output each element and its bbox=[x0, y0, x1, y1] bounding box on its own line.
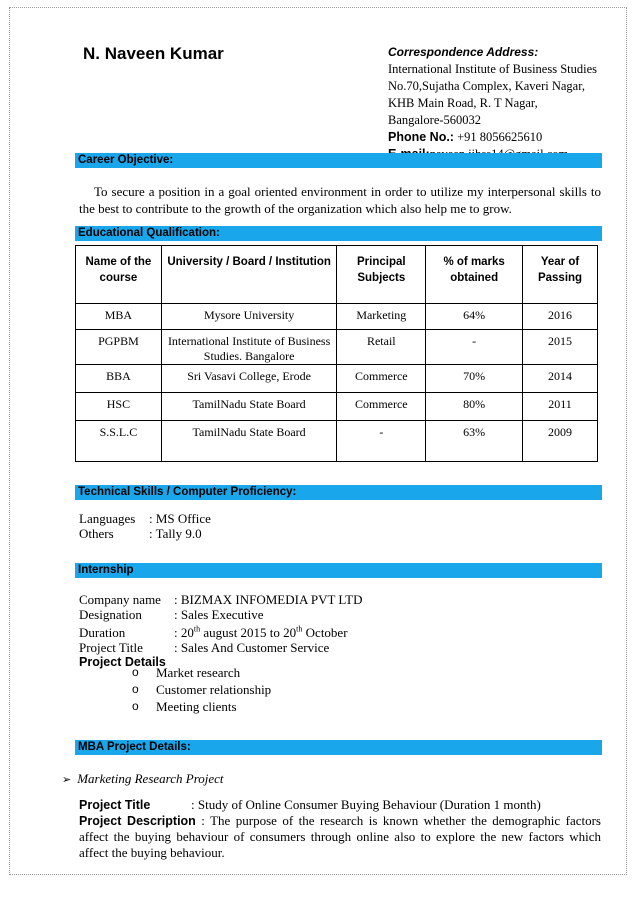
project-title-label: Project Title bbox=[79, 640, 143, 656]
table-cell: Commerce bbox=[337, 393, 426, 421]
mba-project-name: Marketing Research Project bbox=[77, 771, 224, 786]
table-cell: Mysore University bbox=[161, 304, 337, 330]
table-cell: Marketing bbox=[337, 304, 426, 330]
table-header-row bbox=[76, 246, 598, 304]
skill-row bbox=[79, 511, 211, 526]
table-cell: Sri Vasavi College, Erode bbox=[161, 365, 337, 393]
table-cell: BBA bbox=[76, 365, 162, 393]
mba-project-title-row bbox=[79, 797, 601, 813]
skill-label: Languages bbox=[79, 511, 136, 526]
table-cell: International Institute of Business Studies. Bangalore bbox=[161, 330, 337, 365]
internship-details bbox=[79, 592, 363, 670]
duration-row bbox=[79, 622, 363, 640]
phone-number: +91 8056625610 bbox=[453, 130, 543, 144]
table-cell: Commerce bbox=[337, 365, 426, 393]
list-item: o Meeting clients bbox=[132, 698, 271, 715]
technical-skills-heading: Technical Skills / Computer Proficiency: bbox=[75, 485, 602, 500]
duration-label: Duration bbox=[79, 625, 126, 641]
phone-line bbox=[388, 129, 597, 146]
table-cell: 63% bbox=[426, 421, 523, 462]
table-cell: 2015 bbox=[523, 330, 598, 365]
mba-project-heading: MBA Project Details: bbox=[75, 740, 602, 755]
address-line: KHB Main Road, R. T Nagar, bbox=[388, 96, 538, 110]
table-cell: 80% bbox=[426, 393, 523, 421]
table-row bbox=[76, 304, 598, 330]
arrow-bullet-icon: ➢ bbox=[62, 773, 72, 786]
designation-value: : Sales Executive bbox=[174, 607, 264, 622]
table-cell: TamilNadu State Board bbox=[161, 421, 337, 462]
project-title-value: : Sales And Customer Service bbox=[174, 640, 330, 656]
table-cell: - bbox=[426, 330, 523, 365]
mba-project-name-row bbox=[62, 771, 224, 787]
company-label: Company name bbox=[79, 592, 161, 607]
column-header: University / Board / Institution bbox=[161, 246, 337, 304]
table-cell: PGPBM bbox=[76, 330, 162, 365]
designation-row bbox=[79, 607, 363, 622]
table-cell: 2009 bbox=[523, 421, 598, 462]
mba-project-details bbox=[79, 797, 601, 861]
address-line: Bangalore-560032 bbox=[388, 113, 482, 127]
phone-label: Phone No.: bbox=[388, 130, 454, 144]
education-table bbox=[75, 245, 598, 462]
mba-project-desc-row bbox=[79, 813, 601, 861]
project-title-row bbox=[79, 640, 363, 655]
internship-heading: Internship bbox=[75, 563, 602, 578]
table-row bbox=[76, 365, 598, 393]
education-heading: Educational Qualification: bbox=[75, 226, 602, 241]
table-cell: HSC bbox=[76, 393, 162, 421]
mba-project-title-value: : Study of Online Consumer Buying Behaviour (Duration 1 month) bbox=[191, 797, 541, 812]
career-objective-text: To secure a position in a goal oriented environment in order to utilize my interpersonal skills to the best to contribute to the growth of the organization which also help me to grow. bbox=[79, 184, 601, 216]
career-objective-heading: Career Objective: bbox=[75, 153, 602, 168]
table-cell: - bbox=[337, 421, 426, 462]
list-item: o Customer relationship bbox=[132, 681, 271, 698]
table-cell: Retail bbox=[337, 330, 426, 365]
address-line: International Institute of Business Studies bbox=[388, 62, 598, 76]
mba-project-desc-label: Project Description bbox=[79, 814, 196, 828]
correspondence-address bbox=[388, 44, 597, 163]
project-details-label: Project Details bbox=[79, 655, 166, 670]
skill-label: Others bbox=[79, 526, 114, 541]
designation-label: Designation bbox=[79, 607, 142, 622]
table-cell: 64% bbox=[426, 304, 523, 330]
duration-value: : 20th august 2015 to 20th October bbox=[174, 625, 348, 641]
column-header: % of marks obtained bbox=[426, 246, 523, 304]
skill-value: : Tally 9.0 bbox=[149, 526, 202, 541]
table-row bbox=[76, 393, 598, 421]
address-heading: Correspondence Address: bbox=[388, 45, 539, 59]
project-details-list bbox=[132, 664, 271, 715]
candidate-name: N. Naveen Kumar bbox=[83, 44, 224, 63]
table-cell: MBA bbox=[76, 304, 162, 330]
table-row bbox=[76, 421, 598, 462]
column-header: Name of the course bbox=[76, 246, 162, 304]
table-cell: 2016 bbox=[523, 304, 598, 330]
mba-project-desc-value: : The purpose of the research is known whether the demographic factors affect the buying behaviour of consumers through online also to explore the new factors which affect the buying behaviour. bbox=[79, 813, 601, 860]
mba-project-title-label: Project Title bbox=[79, 798, 151, 812]
table-cell: S.S.L.C bbox=[76, 421, 162, 462]
table-cell: 2014 bbox=[523, 365, 598, 393]
address-line: No.70,Sujatha Complex, Kaveri Nagar, bbox=[388, 79, 586, 93]
table-cell: TamilNadu State Board bbox=[161, 393, 337, 421]
company-value: : BIZMAX INFOMEDIA PVT LTD bbox=[174, 592, 363, 607]
skill-value: : MS Office bbox=[149, 511, 211, 526]
skills-list bbox=[79, 511, 211, 541]
table-row bbox=[76, 330, 598, 365]
company-row bbox=[79, 592, 363, 607]
column-header: Year of Passing bbox=[523, 246, 598, 304]
column-header: Principal Subjects bbox=[337, 246, 426, 304]
skill-row bbox=[79, 526, 211, 541]
table-cell: 2011 bbox=[523, 393, 598, 421]
table-cell: 70% bbox=[426, 365, 523, 393]
list-item: o Market research bbox=[132, 664, 271, 681]
